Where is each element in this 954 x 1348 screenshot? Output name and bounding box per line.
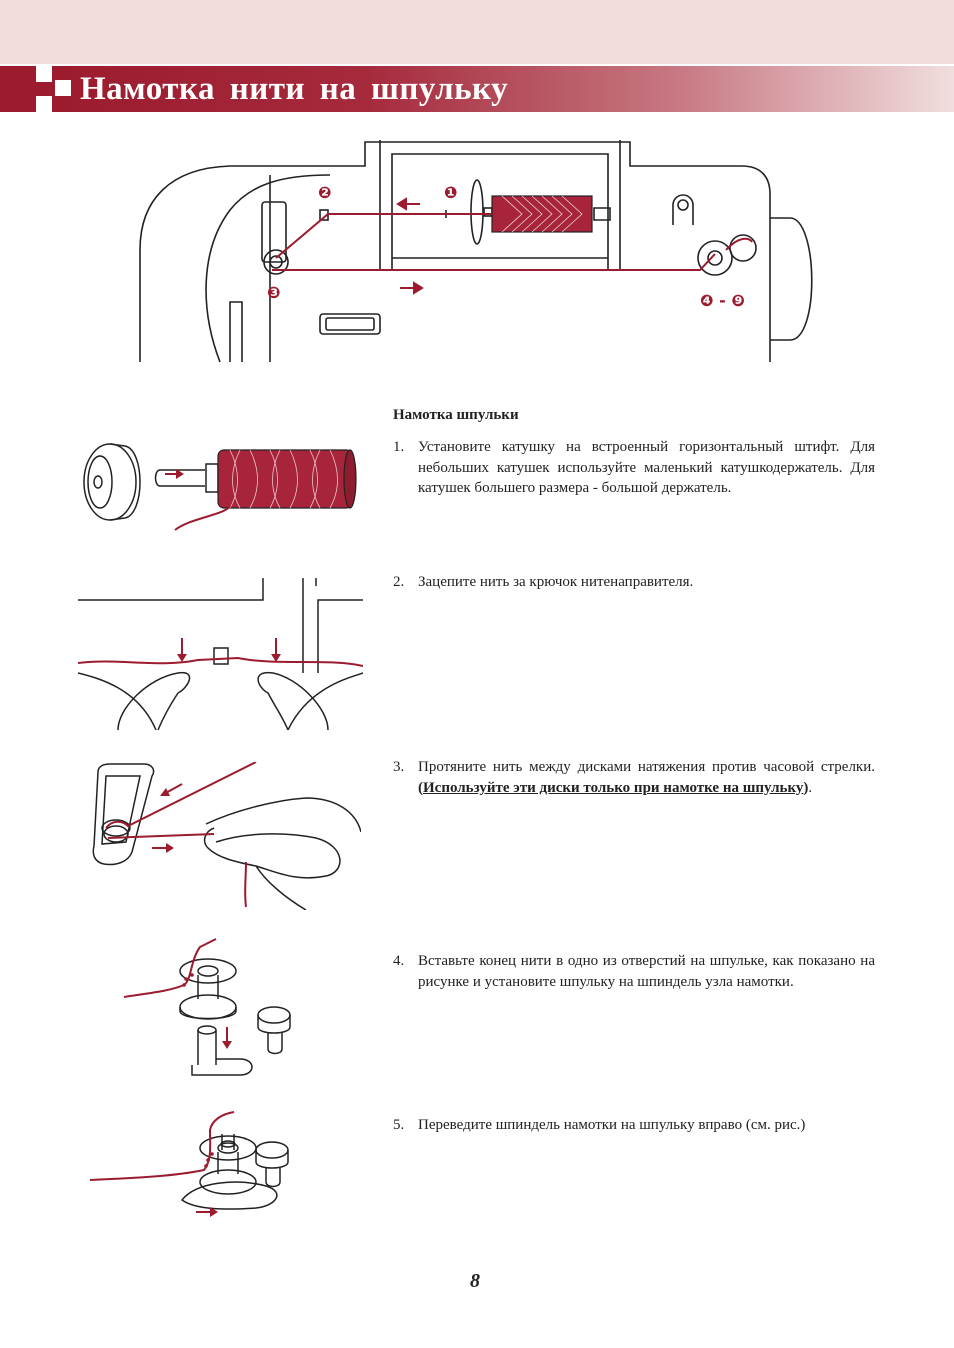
corner-square-white <box>36 66 52 82</box>
step-text: Зацепите нить за крючок нитенаправителя. <box>418 574 694 590</box>
section-title: Намотка шпульки <box>393 407 519 423</box>
figure-bobbin-insert <box>120 935 300 1080</box>
callout-1: ❶ <box>444 183 458 202</box>
callout-3: ❸ <box>267 283 281 302</box>
step-3 <box>393 757 875 798</box>
step-number: 3. <box>393 759 405 775</box>
step-number: 5. <box>393 1117 405 1133</box>
corner-block <box>0 66 36 112</box>
title-marker-square <box>55 80 71 96</box>
step-5 <box>393 1115 875 1136</box>
step-text: Переведите шпиндель намотки на шпульку вправо (см. рис.) <box>418 1117 806 1133</box>
header-band <box>0 0 954 64</box>
corner-square-red <box>36 82 52 96</box>
figure-thread-guide <box>78 578 363 730</box>
page-number: 8 <box>470 1270 480 1292</box>
step-number: 2. <box>393 574 405 590</box>
machine-top-diagram <box>130 130 830 370</box>
step-emphasis: Используйте эти диски только при намотке на шпульку <box>423 779 804 796</box>
figure-spool <box>80 430 370 540</box>
page-title: Намотка нити на шпульку <box>80 71 509 107</box>
step-2 <box>393 572 875 593</box>
step-text-after: . <box>808 779 813 796</box>
step-text: Вставьте конец нити в одно из отверстий на шпульке, как показано на рисунке и установите шпульку на шпиндель узла намотки. <box>418 953 875 990</box>
step-number: 4. <box>393 953 405 969</box>
callout-4-9: ❹ - ❾ <box>700 291 745 310</box>
step-text: Установите катушку на встроенный горизонтальный штифт. Для небольших катушек используйте маленький катушкодержатель. Для катушек большего размера - большой держатель. <box>418 439 875 496</box>
paren-close: ) <box>803 779 809 796</box>
step-number: 1. <box>393 439 405 455</box>
step-text-before: Протяните нить между дисками натяжения против часовой стрелки. <box>418 759 875 775</box>
step-text <box>418 757 875 798</box>
callout-2: ❷ <box>318 183 332 202</box>
corner-square-white-2 <box>36 96 52 112</box>
figure-tension-discs <box>86 762 361 910</box>
paren-open: ( <box>418 779 423 796</box>
figure-winder-right <box>86 1110 301 1220</box>
step-4 <box>393 951 875 992</box>
step-1 <box>393 437 875 499</box>
